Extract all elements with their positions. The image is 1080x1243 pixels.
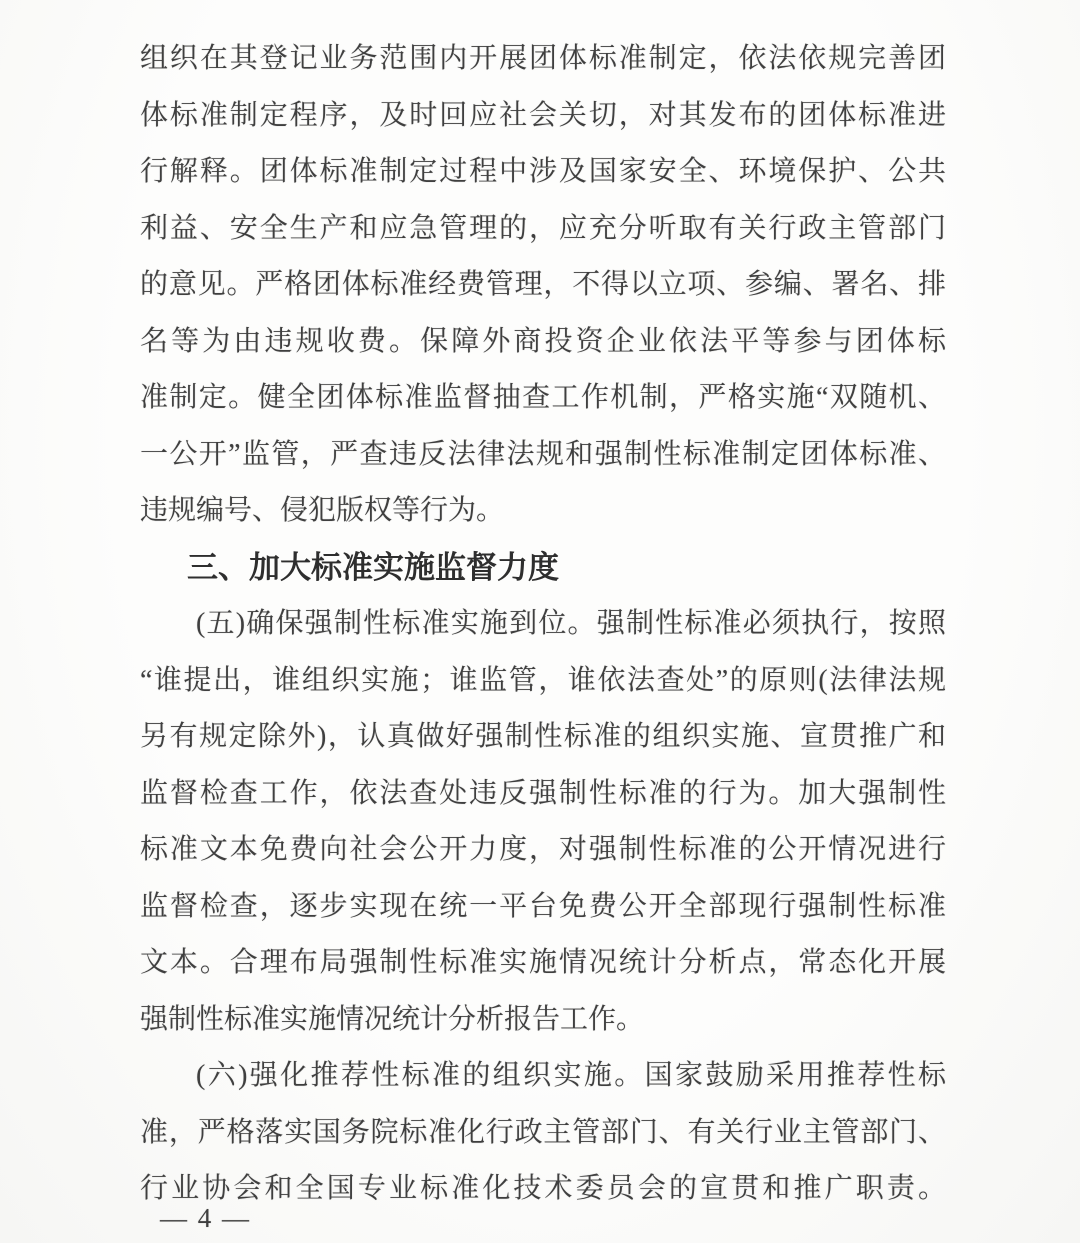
text-line: 监督检查工作，依法查处违反强制性标准的行为。加大强制性: [140, 777, 946, 809]
text-line: 一公开”监管，严查违反法律法规和强制性标准制定团体标准、: [140, 438, 946, 470]
text-line: “谁提出，谁组织实施；谁监管，谁依法查处”的原则(法律法规: [140, 664, 946, 696]
text-line: 行解释。团体标准制定过程中涉及国家安全、环境保护、公共: [140, 156, 946, 187]
text-line: 体标准制定程序，及时回应社会关切，对其发布的团体标准进: [140, 99, 946, 131]
text-line: 违规编号、侵犯版权等行为。: [140, 495, 505, 526]
text-line: 名等为由违规收费。保障外商投资企业依法平等参与团体标: [140, 325, 946, 357]
text-line: 行业协会和全国专业标准化技术委员会的宣贯和推广职责。: [140, 1173, 946, 1204]
text-line: 文本。合理布局强制性标准实施情况统计分析点，常态化开展: [140, 947, 946, 978]
document-text-block: [140, 31, 946, 1218]
text-line: 的意见。严格团体标准经费管理，不得以立项、参编、署名、排: [140, 269, 946, 300]
text-line: (五)确保强制性标准实施到位。强制性标准必须执行，按照: [196, 608, 946, 639]
page-number: — 4 —: [160, 1203, 251, 1233]
text-line: 监督检查，逐步实现在统一平台免费公开全部现行强制性标准: [140, 890, 946, 922]
text-line: 另有规定除外)，认真做好强制性标准的组织实施、宣贯推广和: [140, 721, 946, 752]
section-heading: 三、加大标准实施监督力度: [187, 549, 559, 585]
text-line: (六)强化推荐性标准的组织实施。国家鼓励采用推荐性标: [196, 1060, 946, 1091]
text-line: 利益、安全生产和应急管理的，应充分听取有关行政主管部门: [140, 212, 946, 244]
text-line: 组织在其登记业务范围内开展团体标准制定，依法依规完善团: [140, 43, 946, 74]
text-line: 强制性标准实施情况统计分析报告工作。: [140, 1003, 645, 1035]
text-line: 标准文本免费向社会公开力度，对强制性标准的公开情况进行: [140, 834, 946, 865]
text-line: 准，严格落实国务院标准化行政主管部门、有关行业主管部门、: [140, 1116, 946, 1148]
text-line: 准制定。健全团体标准监督抽查工作机制，严格实施“双随机、: [140, 382, 946, 413]
